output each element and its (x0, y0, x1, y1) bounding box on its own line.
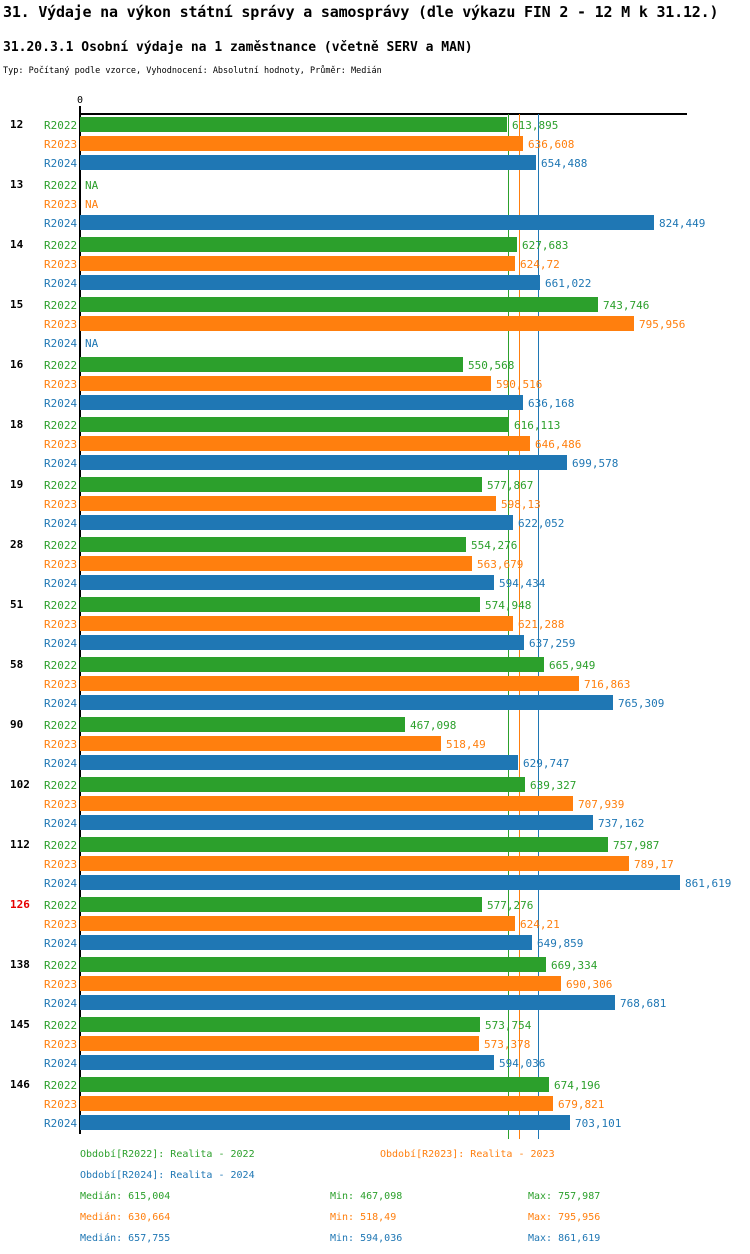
bar-51-r2023 (80, 616, 513, 631)
stat-r2024-median: Medián: 657,755 (80, 1233, 171, 1244)
series-label-r2024: R2024 (44, 697, 78, 710)
series-label-r2023: R2023 (44, 678, 78, 691)
bar-value-label: 573,754 (485, 1019, 532, 1032)
series-label-r2024: R2024 (44, 577, 78, 590)
bar-13-r2024 (80, 215, 654, 230)
na-label: NA (85, 198, 99, 211)
series-label-r2023: R2023 (44, 618, 78, 631)
bar-value-label: 699,578 (572, 457, 619, 470)
bar-112-r2023 (80, 856, 629, 871)
stat-r2023-min: Min: 518,49 (330, 1212, 397, 1223)
legend-r2023: Období[R2023]: Realita - 2023 (380, 1149, 555, 1160)
bar-value-label: 768,681 (620, 997, 667, 1010)
series-label-r2022: R2022 (44, 779, 78, 792)
bar-28-r2023 (80, 556, 472, 571)
series-label-r2024: R2024 (44, 157, 78, 170)
bar-value-label: 639,327 (530, 779, 577, 792)
bar-value-label: 716,863 (584, 678, 631, 691)
bar-18-r2022 (80, 417, 509, 432)
bar-16-r2024 (80, 395, 523, 410)
group-label-18: 18 (10, 418, 24, 431)
bar-145-r2023 (80, 1036, 479, 1051)
bar-15-r2023 (80, 316, 634, 331)
bar-value-label: 624,72 (520, 258, 560, 271)
bar-102-r2023 (80, 796, 573, 811)
series-label-r2024: R2024 (44, 457, 78, 470)
series-label-r2023: R2023 (44, 318, 78, 331)
series-label-r2024: R2024 (44, 397, 78, 410)
series-label-r2023: R2023 (44, 978, 78, 991)
bar-value-label: 690,306 (566, 978, 613, 991)
series-label-r2024: R2024 (44, 997, 78, 1010)
bar-102-r2024 (80, 815, 593, 830)
bar-51-r2024 (80, 635, 524, 650)
series-label-r2024: R2024 (44, 217, 78, 230)
stat-r2024-max: Max: 861,619 (528, 1233, 601, 1244)
series-label-r2023: R2023 (44, 438, 78, 451)
bar-value-label: 467,098 (410, 719, 457, 732)
group-label-126: 126 (10, 898, 30, 911)
bar-58-r2024 (80, 695, 613, 710)
series-label-r2023: R2023 (44, 1098, 78, 1111)
series-label-r2022: R2022 (44, 299, 78, 312)
stat-r2022-min: Min: 467,098 (330, 1191, 403, 1202)
group-label-145: 145 (10, 1018, 30, 1031)
bar-value-label: 649,859 (537, 937, 584, 950)
bar-value-label: 765,309 (618, 697, 665, 710)
bar-145-r2024 (80, 1055, 494, 1070)
series-label-r2023: R2023 (44, 558, 78, 571)
group-label-58: 58 (10, 658, 24, 671)
bar-138-r2022 (80, 957, 546, 972)
bar-51-r2022 (80, 597, 480, 612)
bar-14-r2023 (80, 256, 515, 271)
bar-value-label: 590,516 (496, 378, 543, 391)
bar-value-label: 622,052 (518, 517, 565, 530)
bar-value-label: 577,867 (487, 479, 534, 492)
bar-12-r2022 (80, 117, 507, 132)
bar-18-r2024 (80, 455, 567, 470)
bar-value-label: 621,288 (518, 618, 565, 631)
series-label-r2024: R2024 (44, 1057, 78, 1070)
stat-r2024-min: Min: 594,036 (330, 1233, 403, 1244)
legend-r2024: Období[R2024]: Realita - 2024 (80, 1170, 255, 1181)
bar-value-label: 789,17 (634, 858, 674, 871)
group-label-138: 138 (10, 958, 30, 971)
group-label-28: 28 (10, 538, 24, 551)
bar-112-r2022 (80, 837, 608, 852)
group-label-19: 19 (10, 478, 24, 491)
stat-r2022-median: Medián: 615,004 (80, 1191, 171, 1202)
bar-146-r2022 (80, 1077, 549, 1092)
bar-14-r2022 (80, 237, 517, 252)
chart-meta-line: Typ: Počítaný podle vzorce, Vyhodnocení: Absolutní hodnoty, Průměr: Medián (3, 66, 382, 76)
stat-r2022-max: Max: 757,987 (528, 1191, 601, 1202)
bar-15-r2022 (80, 297, 598, 312)
bar-value-label: 654,488 (541, 157, 588, 170)
series-label-r2024: R2024 (44, 277, 78, 290)
series-label-r2023: R2023 (44, 138, 78, 151)
series-label-r2022: R2022 (44, 419, 78, 432)
group-label-146: 146 (10, 1078, 30, 1091)
bar-58-r2023 (80, 676, 579, 691)
series-label-r2023: R2023 (44, 858, 78, 871)
bar-18-r2023 (80, 436, 530, 451)
bar-126-r2022 (80, 897, 482, 912)
series-label-r2023: R2023 (44, 798, 78, 811)
bar-126-r2023 (80, 916, 515, 931)
bar-value-label: 737,162 (598, 817, 645, 830)
bar-value-label: 824,449 (659, 217, 706, 230)
bar-value-label: 629,747 (523, 757, 570, 770)
chart-title: 31. Výdaje na výkon státní správy a samosprávy (dle výkazu FIN 2 - 12 M k 31.12.) (3, 3, 719, 21)
bar-value-label: 613,895 (512, 119, 559, 132)
bar-value-label: 703,101 (575, 1117, 622, 1130)
bar-58-r2022 (80, 657, 544, 672)
bar-value-label: 757,987 (613, 839, 660, 852)
bar-value-label: 573,378 (484, 1038, 531, 1051)
bar-value-label: 636,168 (528, 397, 575, 410)
series-label-r2024: R2024 (44, 757, 78, 770)
na-label: NA (85, 337, 99, 350)
series-label-r2024: R2024 (44, 937, 78, 950)
series-label-r2024: R2024 (44, 1117, 78, 1130)
chart-subtitle: 31.20.3.1 Osobní výdaje na 1 zaměstnance (včetně SERV a MAN) (3, 40, 473, 55)
bar-90-r2022 (80, 717, 405, 732)
group-label-102: 102 (10, 778, 30, 791)
bar-19-r2023 (80, 496, 496, 511)
group-label-13: 13 (10, 178, 24, 191)
bar-28-r2024 (80, 575, 494, 590)
bar-value-label: 743,746 (603, 299, 650, 312)
group-label-51: 51 (10, 598, 24, 611)
bar-146-r2023 (80, 1096, 553, 1111)
bar-value-label: 550,568 (468, 359, 515, 372)
group-label-14: 14 (10, 238, 24, 251)
bar-value-label: 616,113 (514, 419, 561, 432)
group-label-16: 16 (10, 358, 24, 371)
series-label-r2024: R2024 (44, 337, 78, 350)
bar-value-label: 518,49 (446, 738, 486, 751)
series-label-r2023: R2023 (44, 918, 78, 931)
bar-19-r2024 (80, 515, 513, 530)
bar-value-label: 554,276 (471, 539, 518, 552)
series-label-r2023: R2023 (44, 738, 78, 751)
group-label-15: 15 (10, 298, 24, 311)
series-label-r2022: R2022 (44, 719, 78, 732)
bar-12-r2024 (80, 155, 536, 170)
bar-value-label: 795,956 (639, 318, 686, 331)
bar-value-label: 646,486 (535, 438, 582, 451)
series-label-r2022: R2022 (44, 959, 78, 972)
series-label-r2022: R2022 (44, 599, 78, 612)
bar-90-r2023 (80, 736, 441, 751)
bar-14-r2024 (80, 275, 540, 290)
bar-value-label: 598,13 (501, 498, 541, 511)
bar-138-r2024 (80, 995, 615, 1010)
series-label-r2022: R2022 (44, 119, 78, 132)
series-label-r2024: R2024 (44, 817, 78, 830)
bar-value-label: 707,939 (578, 798, 625, 811)
series-label-r2022: R2022 (44, 659, 78, 672)
series-label-r2022: R2022 (44, 539, 78, 552)
na-label: NA (85, 179, 99, 192)
series-label-r2022: R2022 (44, 479, 78, 492)
bar-value-label: 574,948 (485, 599, 532, 612)
bar-16-r2023 (80, 376, 491, 391)
series-label-r2024: R2024 (44, 517, 78, 530)
bar-value-label: 861,619 (685, 877, 732, 890)
group-label-112: 112 (10, 838, 30, 851)
bar-102-r2022 (80, 777, 525, 792)
bar-value-label: 627,683 (522, 239, 569, 252)
series-label-r2022: R2022 (44, 239, 78, 252)
bar-value-label: 563,679 (477, 558, 524, 571)
bar-138-r2023 (80, 976, 561, 991)
series-label-r2023: R2023 (44, 198, 78, 211)
bar-28-r2022 (80, 537, 466, 552)
bar-value-label: 674,196 (554, 1079, 601, 1092)
bar-112-r2024 (80, 875, 680, 890)
bar-value-label: 669,334 (551, 959, 598, 972)
bar-value-label: 679,821 (558, 1098, 605, 1111)
series-label-r2022: R2022 (44, 359, 78, 372)
series-label-r2023: R2023 (44, 378, 78, 391)
series-label-r2022: R2022 (44, 839, 78, 852)
bar-16-r2022 (80, 357, 463, 372)
series-label-r2023: R2023 (44, 1038, 78, 1051)
bar-146-r2024 (80, 1115, 570, 1130)
series-label-r2023: R2023 (44, 498, 78, 511)
stat-r2023-max: Max: 795,956 (528, 1212, 601, 1223)
group-label-12: 12 (10, 118, 24, 131)
x-axis-zero-label: 0 (76, 95, 84, 106)
bar-value-label: 594,036 (499, 1057, 546, 1070)
bar-value-label: 594,434 (499, 577, 546, 590)
legend-r2022: Období[R2022]: Realita - 2022 (80, 1149, 255, 1160)
series-label-r2024: R2024 (44, 877, 78, 890)
bar-126-r2024 (80, 935, 532, 950)
bar-value-label: 636,608 (528, 138, 575, 151)
series-label-r2022: R2022 (44, 179, 78, 192)
series-label-r2024: R2024 (44, 637, 78, 650)
bar-12-r2023 (80, 136, 523, 151)
bar-value-label: 665,949 (549, 659, 596, 672)
group-label-90: 90 (10, 718, 24, 731)
series-label-r2022: R2022 (44, 1019, 78, 1032)
series-label-r2023: R2023 (44, 258, 78, 271)
bar-value-label: 577,276 (487, 899, 534, 912)
bar-value-label: 661,022 (545, 277, 592, 290)
series-label-r2022: R2022 (44, 1079, 78, 1092)
bar-90-r2024 (80, 755, 518, 770)
stat-r2023-median: Medián: 630,664 (80, 1212, 171, 1223)
bar-value-label: 637,259 (529, 637, 576, 650)
series-label-r2022: R2022 (44, 899, 78, 912)
bar-19-r2022 (80, 477, 482, 492)
bar-value-label: 624,21 (520, 918, 560, 931)
bar-145-r2022 (80, 1017, 480, 1032)
